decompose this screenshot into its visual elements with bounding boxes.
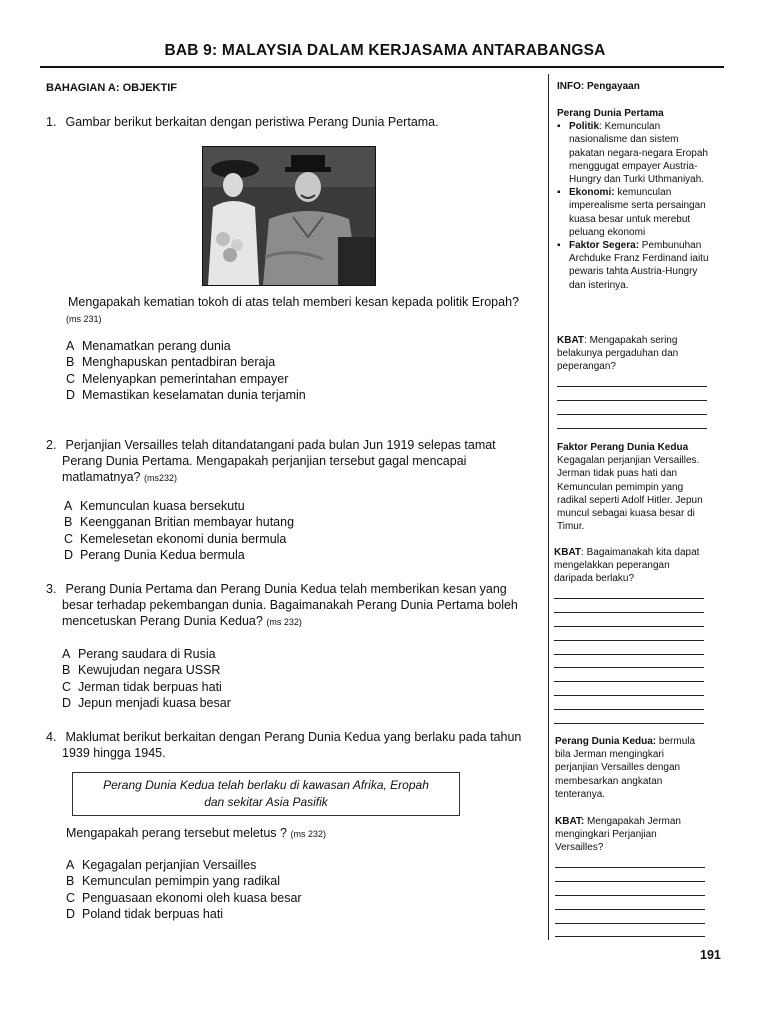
question-stem-line2: Perang Dunia Pertama. Mengapakah perjanjian tersebut gagal mencapai <box>62 454 467 468</box>
option-d[interactable]: D Memastikan keselamatan dunia terjamin <box>66 388 306 403</box>
options-q4 <box>66 857 302 923</box>
page-reference: (ms 231) <box>66 314 102 324</box>
question-prompt: Mengapakah perang tersebut meletus ? <box>66 826 287 840</box>
question-stem-line1: Perang Dunia Pertama dan Perang Dunia Kedua telah memberikan kesan yang <box>65 582 507 596</box>
question-stem-line1: Perjanjian Versailles telah ditandatangani pada bulan Jun 1919 selepas tamat <box>65 438 496 452</box>
option-c[interactable]: C Penguasaan ekonomi oleh kuasa besar <box>66 890 302 905</box>
question-stem-line1: Maklumat berikut berkaitan dengan Perang Dunia Kedua yang berlaku pada tahun <box>65 730 522 744</box>
section-heading: BAHAGIAN A: OBJEKTIF <box>46 82 177 94</box>
chapter-title: BAB 9: MALAYSIA DALAM KERJASAMA ANTARABANGSA <box>164 42 606 59</box>
sidebar-kbat-1: KBAT: Mengapakah sering belakunya pergaduhan dan peperangan? <box>557 334 707 429</box>
info-box-line2: dan sekitar Asia Pasifik <box>204 795 328 809</box>
page-number: 191 <box>700 948 721 962</box>
sidebar-pdk-2: Perang Dunia Kedua: bermula bila Jerman mengingkari perjanjian Versailles dengan membesarkan angkatan tenteranya. <box>555 736 696 800</box>
question-4 <box>46 729 521 761</box>
historical-photo <box>202 146 376 286</box>
options-q2 <box>64 498 294 564</box>
question-stem: Gambar berikut berkaitan dengan peristiwa Perang Dunia Pertama. <box>65 115 439 129</box>
option-a[interactable]: A Menamatkan perang dunia <box>66 339 231 353</box>
sidebar-pdp <box>557 107 715 292</box>
question-stem-line2: 1939 hingga 1945. <box>62 746 166 760</box>
option-d[interactable]: D Poland tidak berpuas hati <box>66 907 224 922</box>
options-q3 <box>62 646 231 712</box>
question-3 <box>46 581 518 630</box>
option-b[interactable]: B Keengganan Britian membayar hutang <box>64 515 295 530</box>
sidebar-kbat-3: KBAT: Mengapakah Jerman mengingkari Perjanjian Versailles? <box>555 815 707 937</box>
answer-lines-1[interactable] <box>557 374 707 429</box>
question-stem-line3: matlamatnya? <box>62 470 141 484</box>
option-d[interactable]: D Perang Dunia Kedua bermula <box>64 548 245 563</box>
title-divider <box>40 66 724 68</box>
page-reference: (ms 232) <box>266 617 302 627</box>
info-box <box>72 772 460 816</box>
option-c[interactable]: C Melenyapkan pemerintahan empayer <box>66 371 289 386</box>
page-reference: (ms232) <box>144 473 178 483</box>
question-1 <box>46 114 439 130</box>
question-prompt: Mengapakah kematian tokoh di atas telah memberi kesan kepada politik Eropah? <box>68 295 519 309</box>
option-d[interactable]: D Jepun menjadi kuasa besar <box>62 696 231 711</box>
question-1-sub <box>68 294 519 327</box>
option-a[interactable]: A Kemunculan kuasa bersekutu <box>64 499 245 513</box>
pdp-heading: Perang Dunia Pertama <box>557 108 664 119</box>
answer-lines-3[interactable] <box>555 855 707 938</box>
question-stem-line2: besar terhadap pekembangan dunia. Bagaimanakah Perang Dunia Pertama boleh <box>62 598 518 612</box>
question-number: 3. <box>46 582 57 596</box>
column-divider <box>548 74 549 940</box>
question-number: 4. <box>46 730 57 744</box>
option-c[interactable]: C Jerman tidak berpuas hati <box>62 679 222 694</box>
answer-lines-2[interactable] <box>554 586 710 724</box>
info-box-line1: Perang Dunia Kedua telah berlaku di kawasan Afrika, Eropah <box>103 778 429 792</box>
option-b[interactable]: B Kemunculan pemimpin yang radikal <box>66 874 281 889</box>
question-number: 2. <box>46 438 57 452</box>
option-c[interactable]: C Kemelesetan ekonomi dunia bermula <box>64 531 287 546</box>
question-stem-line3: mencetuskan Perang Dunia Kedua? <box>62 614 263 628</box>
question-2 <box>46 437 496 486</box>
pdp-bullets <box>557 120 715 292</box>
options-q1 <box>66 338 306 404</box>
sidebar-kbat-2: KBAT: Bagaimanakah kita dapat mengelakkan peperangan daripada berlaku? <box>554 546 710 724</box>
option-a[interactable]: A Perang saudara di Rusia <box>62 647 216 661</box>
question-4-sub <box>66 825 326 842</box>
bullet-faktor-segera: ▪ Faktor Segera: Pembunuhan Archduke Franz Ferdinand iaitu pewaris tahta Austria-Hungry dan isterinya. <box>557 239 715 292</box>
bullet-politik: ▪ Politik: Kemunculan nasionalisme dan sistem pakatan negara-negara Eropah menggugat empayer Austria-Hungry dan Turki Uthmaniyah. <box>557 120 715 186</box>
sidebar-pdk: Faktor Perang Dunia Kedua Kegagalan perjanjian Versailles. Jerman tidak puas hati dan Kemunculan pemimpin yang radikal seperti Adolf Hitler. Jepun muncul sebagai kuasa besar di Timur. <box>557 442 703 533</box>
option-b[interactable]: B Menghapuskan pentadbiran beraja <box>66 355 276 370</box>
option-a[interactable]: A Kegagalan perjanjian Versailles <box>66 858 257 872</box>
sidebar-info-head: INFO: Pengayaan <box>557 81 640 92</box>
page-reference: (ms 232) <box>290 829 326 839</box>
question-number: 1. <box>46 115 57 129</box>
option-b[interactable]: B Kewujudan negara USSR <box>62 663 221 678</box>
bullet-ekonomi: ▪ Ekonomi: kemunculan imperealisme serta persaingan kuasa besar untuk merebut peluang ekonomi <box>557 186 715 239</box>
